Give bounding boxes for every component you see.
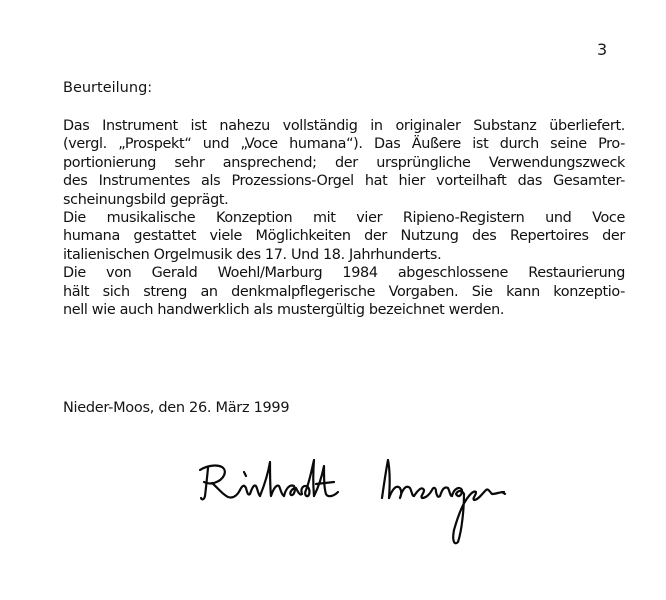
handwritten-signature [192, 450, 522, 550]
assessment-paragraph [63, 117, 625, 319]
text-line: nell wie auch handwerklich als mustergültig bezeichnet werden. [63, 301, 505, 318]
text-line: scheinungsbild geprägt. [63, 191, 229, 208]
text-line: hält sich streng an denkmalpflegerische Vorgaben. Sie kann konzeptio- [63, 283, 625, 300]
page-number: 3 [597, 40, 608, 59]
text-line: Die musikalische Konzeption mit vier Ripieno-Registern und Voce [63, 209, 625, 226]
text-line: humana gestattet viele Möglichkeiten der Nutzung des Repertoires der [63, 228, 625, 245]
text-line: portionierung sehr ansprechend; der ursprüngliche Verwendungszweck [63, 154, 625, 171]
text-line: Die von Gerald Woehl/Marburg 1984 abgeschlossene Restaurierung [63, 265, 625, 282]
text-line: (vergl. „Prospekt“ und „Voce humana“). Das Äußere ist durch seine Pro- [63, 136, 625, 153]
text-line: Das Instrument ist nahezu vollständig in originaler Substanz überliefert. [63, 118, 625, 134]
text-line: des Instrumentes als Prozessions-Orgel hat hier vorteilhaft das Gesamter- [63, 173, 625, 190]
text-line: italienischen Orgelmusik des 17. Und 18. Jahrhunderts. [63, 246, 442, 263]
place-and-date: Nieder-Moos, den 26. März 1999 [63, 400, 290, 416]
section-heading: Beurteilung: [63, 80, 153, 96]
